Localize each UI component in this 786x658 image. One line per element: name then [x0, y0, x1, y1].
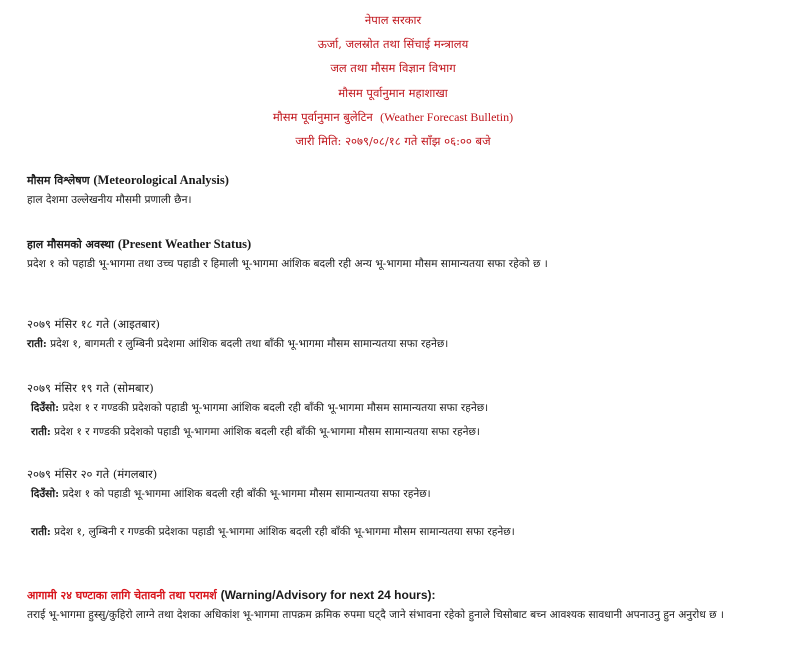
- warning-heading: [27, 585, 777, 605]
- period-label: दिउँसो:: [31, 488, 59, 500]
- bulletin-title-en: (Weather Forecast Bulletin): [380, 109, 514, 124]
- present-heading: [27, 234, 777, 254]
- period-label: राती:: [27, 338, 47, 350]
- header-government: नेपाल सरकार: [364, 13, 422, 27]
- warning-section: [27, 585, 777, 626]
- forecast-day-3: [27, 464, 777, 542]
- warning-heading-en: (Warning/Advisory for next 24 hours):: [220, 588, 436, 602]
- header-issue-date: जारी मिति: २०७९/०८/१८ गते साँझ ०६:०० बजे: [295, 134, 491, 149]
- forecast-date: २०७९ मंसिर २० गते (मंगलबार): [27, 467, 158, 481]
- period-text: प्रदेश १ को पहाडी भू-भागमा आंशिक बदली रही बाँकी भू-भागमा मौसम सामान्यतया सफा रहनेछ।: [59, 488, 431, 500]
- analysis-heading-np: मौसम विश्लेषण: [27, 174, 90, 187]
- header-ministry: ऊर्जा, जलस्रोत तथा सिंचाई मन्त्रालय: [317, 37, 469, 52]
- analysis-section: [27, 170, 777, 210]
- header-division: मौसम पूर्वानुमान महाशाखा: [338, 85, 448, 100]
- forecast-day-1: [27, 314, 777, 354]
- analysis-heading: [27, 170, 777, 190]
- period-label: राती:: [31, 526, 51, 538]
- analysis-text: हाल देशमा उल्लेखनीय मौसमी प्रणाली छैन।: [27, 194, 192, 206]
- forecast-row-night: [27, 422, 777, 442]
- warning-text: तराई भू-भागमा हुस्सु/कुहिरो लाग्ने तथा देशका अधिकांश भू-भागमा तापक्रम क्रमिक रुपमा घट्दै जाने संभावना रहेको हुनाले चिसोबाट बच्न आवश्यक सावधानी अपनाउनु हुन अनुरोध छ ।: [27, 609, 724, 621]
- bulletin-title-np: मौसम पूर्वानुमान बुलेटिन: [272, 109, 373, 124]
- forecast-date: २०७९ मंसिर १८ गते (आइतबार): [27, 317, 161, 331]
- present-heading-en: (Present Weather Status): [117, 237, 252, 251]
- forecast-row-night: [27, 522, 777, 542]
- period-label: राती:: [31, 426, 51, 438]
- period-text: प्रदेश १, बागमती र लुम्बिनी प्रदेशमा आंशिक बदली तथा बाँकी भू-भागमा मौसम सामान्यतया सफा रहनेछ।: [46, 338, 449, 350]
- forecast-date: २०७९ मंसिर १९ गते (सोमबार): [27, 381, 154, 395]
- present-weather-section: [27, 234, 777, 274]
- present-heading-np: हाल मौसमको अवस्था: [27, 238, 115, 251]
- analysis-heading-en: (Meteorological Analysis): [93, 173, 229, 187]
- present-text: प्रदेश १ को पहाडी भू-भागमा तथा उच्च पहाडी र हिमाली भू-भागमा आंशिक बदली रही अन्य भू-भागमा मौसम सामान्यतया सफा रहेको छ ।: [27, 258, 548, 270]
- bulletin-header: [0, 8, 786, 153]
- period-text: प्रदेश १ र गण्डकी प्रदेशको पहाडी भू-भागमा आंशिक बदली रही बाँकी भू-भागमा मौसम सामान्यतया सफा रहनेछ।: [50, 426, 480, 438]
- forecast-row-day: [27, 398, 777, 418]
- forecast-row-night: [27, 334, 777, 354]
- forecast-row-day: [27, 484, 777, 504]
- header-department: जल तथा मौसम विज्ञान विभाग: [330, 61, 456, 76]
- period-label: दिउँसो:: [31, 402, 59, 414]
- period-text: प्रदेश १, लुम्बिनी र गण्डकी प्रदेशका पहाडी भू-भागमा आंशिक बदली रही बाँकी भू-भागमा मौसम सामान्यतया सफा रहनेछ।: [50, 526, 515, 538]
- warning-heading-np: आगामी २४ घण्टाका लागि चेतावनी तथा परामर्श: [27, 589, 217, 602]
- period-text: प्रदेश १ र गण्डकी प्रदेशको पहाडी भू-भागमा आंशिक बदली रही बाँकी भू-भागमा मौसम सामान्यतया सफा रहनेछ।: [59, 402, 489, 414]
- forecast-day-2: [27, 378, 777, 442]
- header-bulletin-title: [0, 105, 786, 129]
